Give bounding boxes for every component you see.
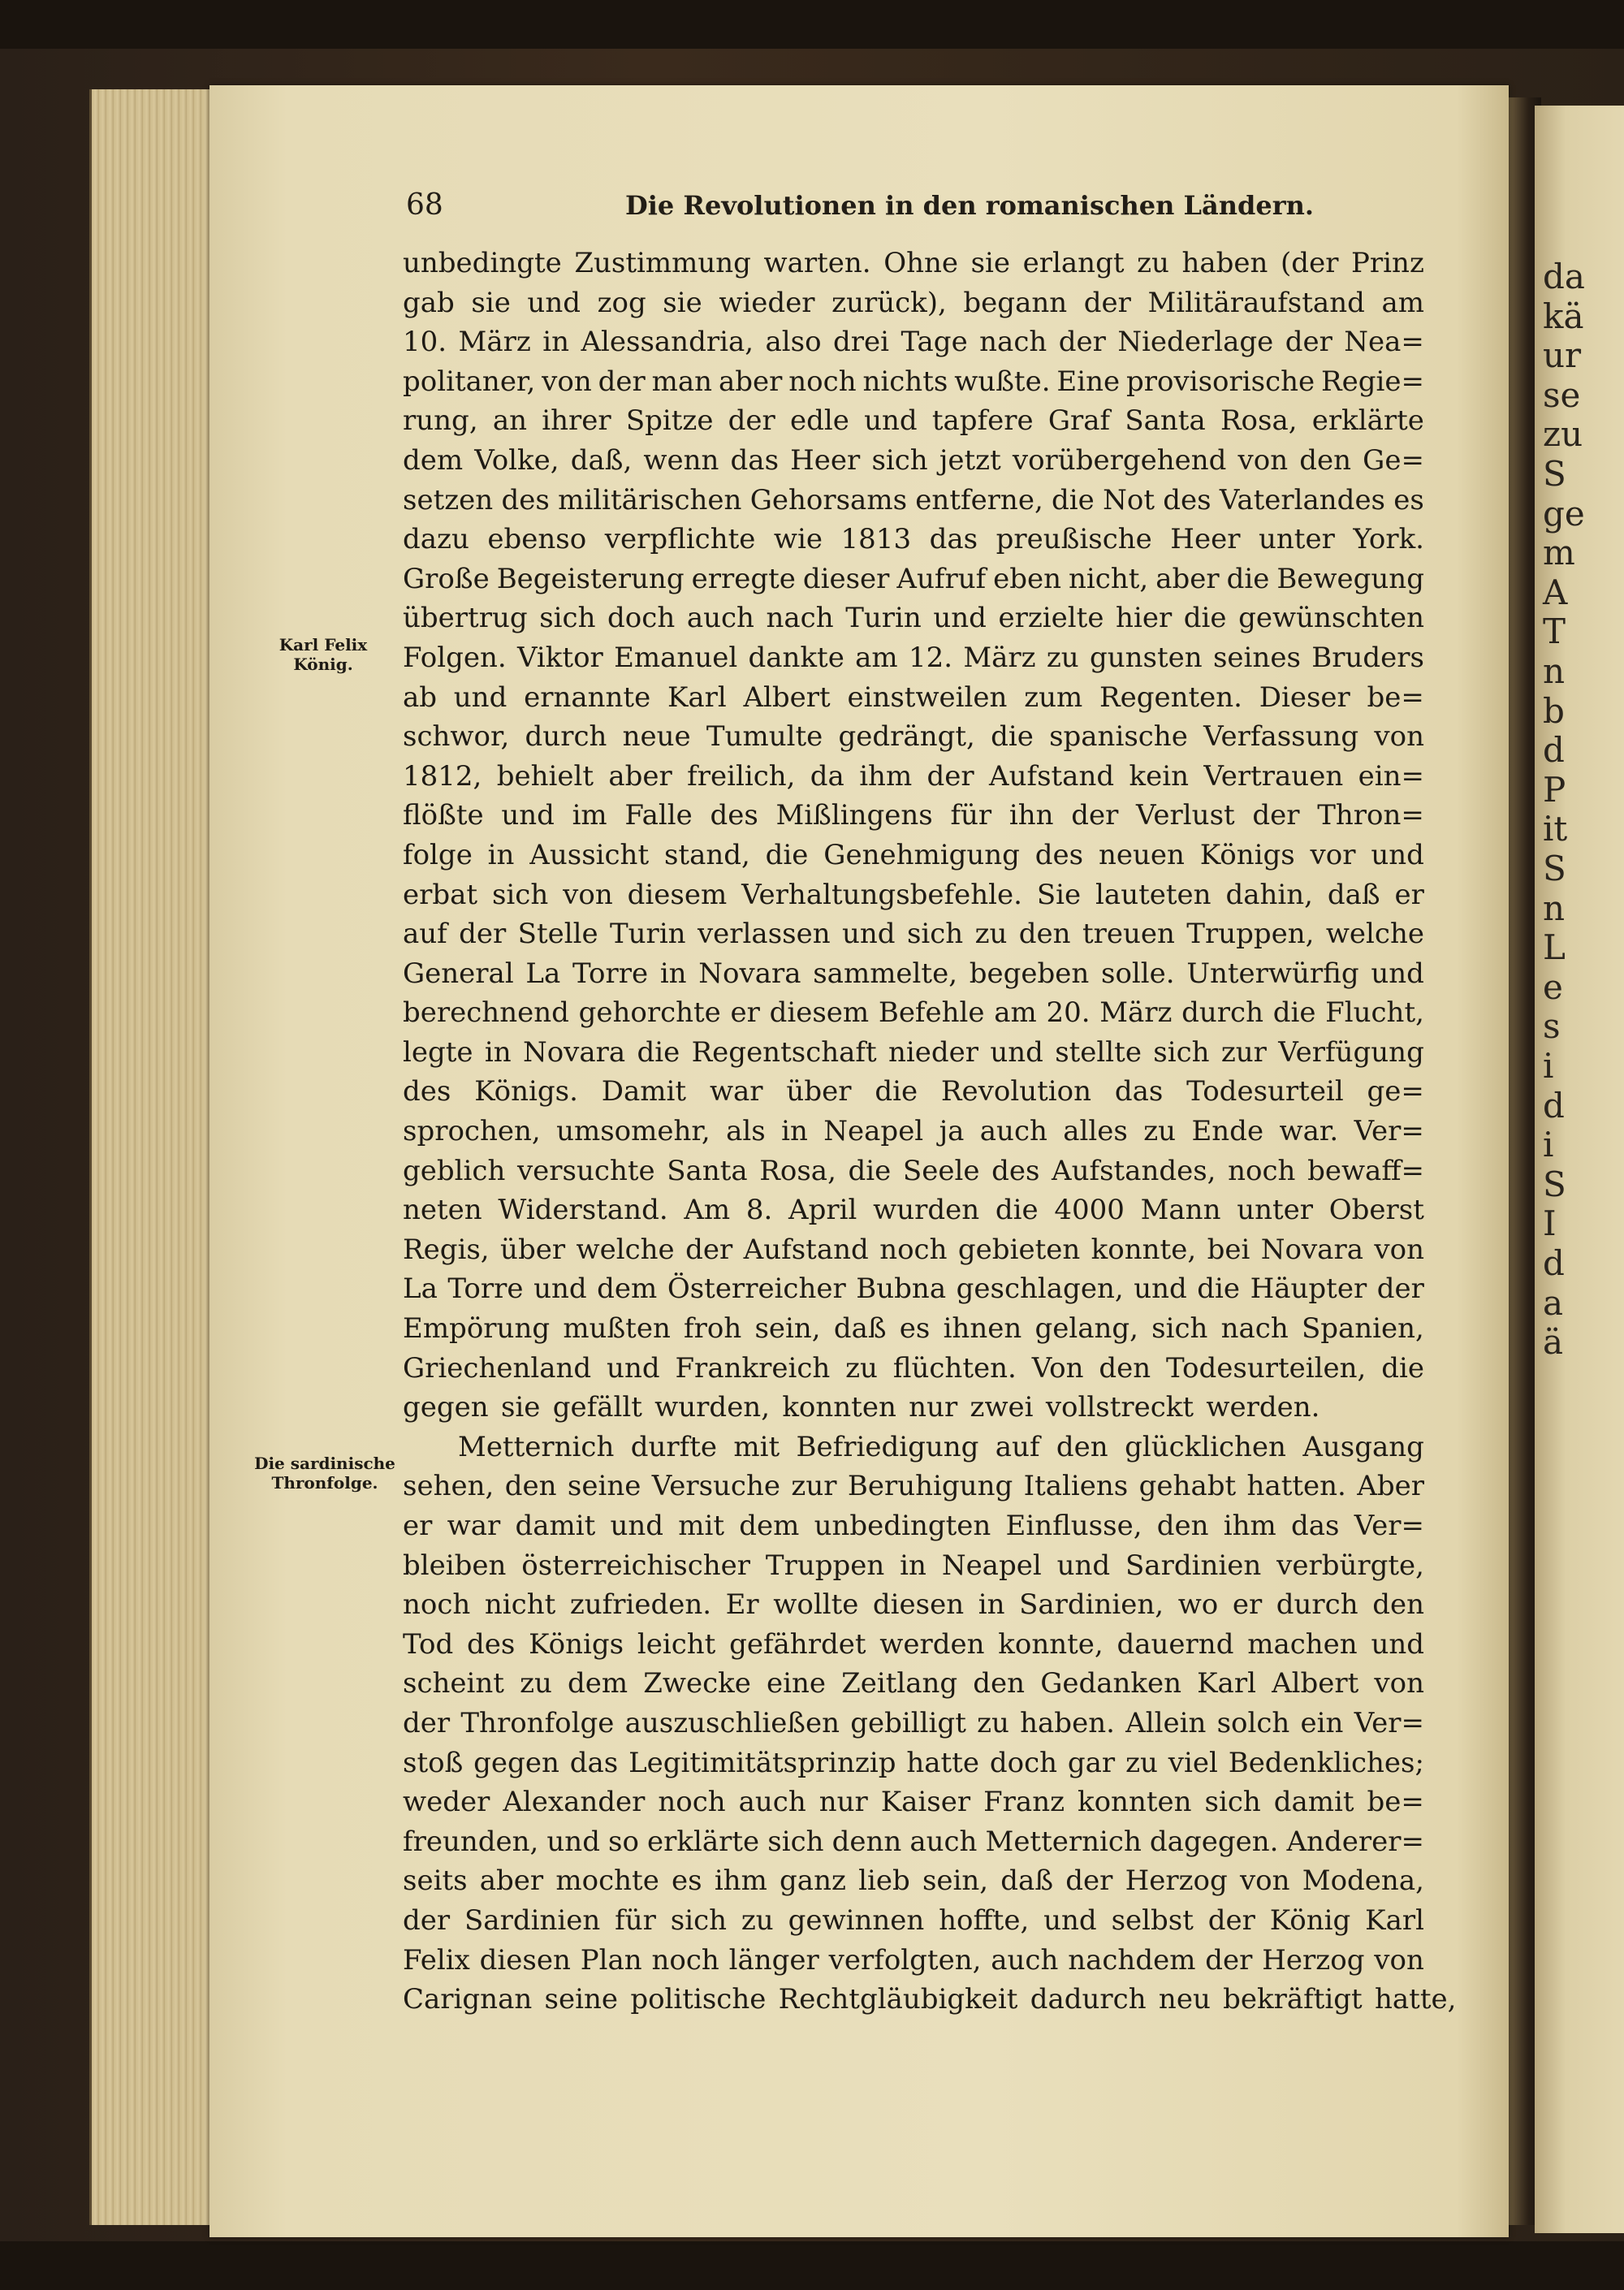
text-line: der Thronfolge auszuschließen gebilligt zu haben. Allein solch ein Ver= (403, 1706, 1424, 1739)
text-line: Folgen. Viktor Emanuel dankte am 12. März zu gunsten seines Bruders (403, 641, 1424, 674)
text-line: Felix diesen Plan noch länger verfolgten, auch nachdem der Herzog von (403, 1943, 1424, 1977)
adjacent-page-fragment: T (1543, 611, 1566, 652)
text-line: neten Widerstand. Am 8. April wurden die 4000 Mann unter Oberst (403, 1194, 1424, 1227)
running-title: Die Revolutionen in den romanischen Ländern. (625, 190, 1314, 221)
text-line: General La Torre in Novara sammelte, begeben solle. Unterwürfig und (403, 957, 1424, 990)
text-line: setzen des militärischen Gehorsams entferne, die Not des Vaterlandes es (403, 483, 1424, 516)
text-line: Empörung mußten froh sein, daß es ihnen gelang, sich nach Spanien, (403, 1312, 1424, 1346)
adjacent-page-fragment: kä (1543, 296, 1584, 336)
text-line: sprochen, umsomehr, als in Neapel ja auch alles zu Ende war. Ver= (403, 1115, 1424, 1148)
text-line: Tod des Königs leicht gefährdet werden konnte, dauernd machen und (403, 1627, 1424, 1661)
adjacent-page-fragment: ä (1543, 1322, 1564, 1363)
text-line: bleiben österreichischer Truppen in Neapel und Sardinien verbürgte, (403, 1549, 1424, 1582)
adjacent-page-fragment: d (1543, 1085, 1565, 1126)
adjacent-page-fragment: S (1543, 849, 1566, 888)
adjacent-page-fragment: ge (1543, 493, 1585, 534)
text-line: stoß gegen das Legitimitätsprinzip hatte doch gar zu viel Bedenkliches; (403, 1746, 1424, 1779)
margin-note-line: Karl Felix (279, 635, 368, 655)
text-line: Carignan seine politische Rechtgläubigkeit dadurch neu bekräftigt hatte, (403, 1983, 1457, 2016)
adjacent-page-fragment: S (1543, 454, 1566, 494)
page-number: 68 (406, 188, 443, 222)
adjacent-page-fragment: da (1543, 257, 1585, 296)
adjacent-page-fragment: i (1543, 1125, 1554, 1165)
text-line: auf der Stelle Turin verlassen und sich zu den treuen Truppen, welche (403, 918, 1424, 951)
adjacent-page-fragment: S (1543, 1164, 1566, 1204)
text-line: schwor, durch neue Tumulte gedrängt, die spanische Verfassung von (403, 720, 1424, 754)
text-line: La Torre und dem Österreicher Bubna geschlagen, und die Häupter der (403, 1272, 1424, 1306)
text-line: seits aber mochte es ihm ganz lieb sein, daß der Herzog von Modena, (403, 1864, 1424, 1898)
text-line: berechnend gehorchte er diesem Befehle am 20. März durch die Flucht, (403, 996, 1424, 1030)
adjacent-page-fragment: n (1543, 888, 1566, 928)
text-line: gab sie und zog sie wieder zurück), begann der Militäraufstand am (403, 286, 1424, 319)
adjacent-page-fragment: I (1543, 1203, 1557, 1244)
margin-note-line: König. (293, 655, 353, 674)
text-line: 1812, behielt aber freilich, da ihm der Aufstand kein Vertrauen ein= (403, 759, 1424, 793)
text-line: dem Volke, daß, wenn das Heer sich jetzt vorübergehend von den Ge= (403, 443, 1424, 477)
text-line: freunden, und so erklärte sich denn auch Metternich dagegen. Anderer= (403, 1825, 1424, 1858)
text-line: Griechenland und Frankreich zu flüchten. Von den Todesurteilen, die (403, 1351, 1424, 1385)
margin-note-karl-felix (266, 635, 380, 674)
adjacent-page-fragment: s (1543, 1006, 1561, 1047)
left-page-edges (89, 89, 218, 2225)
adjacent-page-fragment: ur (1543, 335, 1582, 376)
text-line: noch nicht zufrieden. Er wollte diesen in Sardinien, wo er durch den (403, 1588, 1424, 1622)
adjacent-page-fragment: P (1543, 769, 1566, 810)
adjacent-page-fragment: a (1543, 1282, 1564, 1323)
text-line: politaner, von der man aber noch nichts wußte. Eine provisorische Regie= (403, 365, 1424, 398)
text-line: folge in Aussicht stand, die Genehmigung des neuen Königs vor und (403, 838, 1424, 871)
adjacent-page-fragment: A (1543, 572, 1568, 612)
text-line: unbedingte Zustimmung warten. Ohne sie erlangt zu haben (der Prinz (403, 247, 1424, 279)
adjacent-page-fragment: it (1543, 809, 1568, 849)
adjacent-page-fragment: b (1543, 690, 1565, 731)
adjacent-page-fragment: e (1543, 966, 1563, 1007)
text-line: geblich versuchte Santa Rosa, die Seele des Aufstandes, noch bewaff= (403, 1154, 1424, 1187)
text-line: weder Alexander noch auch nur Kaiser Franz konnten sich damit be= (403, 1786, 1424, 1819)
adjacent-page-fragment: m (1543, 533, 1575, 573)
text-line: übertrug sich doch auch nach Turin und erzielte hier die gewünschten (403, 602, 1424, 635)
adjacent-page (1535, 106, 1624, 2233)
text-line: rung, an ihrer Spitze der edle und tapfere Graf Santa Rosa, erklärte (403, 404, 1424, 438)
text-line: sehen, den seine Versuche zur Beruhigung Italiens gehabt hatten. Aber (403, 1470, 1424, 1503)
margin-note-line: Thronfolge. (271, 1473, 378, 1493)
text-line: ab und ernannte Karl Albert einstweilen zum Regenten. Dieser be= (403, 681, 1424, 714)
text-line: Metternich durfte mit Befriedigung auf den glücklichen Ausgang (458, 1430, 1424, 1463)
text-line: flößte und im Falle des Mißlingens für ihn der Verlust der Thron= (403, 799, 1424, 832)
adjacent-page-fragment: n (1543, 651, 1566, 691)
adjacent-page-fragment: se (1543, 374, 1581, 415)
text-line: Große Begeisterung erregte dieser Aufruf eben nicht, aber die Bewegung (403, 562, 1424, 595)
adjacent-page-fragment: d (1543, 730, 1565, 771)
adjacent-page-fragment: d (1543, 1243, 1565, 1283)
adjacent-page-fragment: L (1543, 927, 1566, 968)
text-line: legte in Novara die Regentschaft nieder und stellte sich zur Verfügung (403, 1035, 1424, 1069)
adjacent-page-fragment: zu (1543, 414, 1583, 455)
text-line: des Königs. Damit war über die Revolution das Todesurteil ge= (403, 1075, 1424, 1108)
text-line: 10. März in Alessandria, also drei Tage nach der Niederlage der Nea= (403, 326, 1424, 359)
text-line: erbat sich von diesem Verhaltungsbefehle. Sie lauteten dahin, daß er (403, 878, 1424, 911)
margin-note-line: Die sardinische (254, 1454, 395, 1473)
text-line: dazu ebenso verpflichte wie 1813 das preußische Heer unter York. (403, 523, 1424, 556)
text-line: gegen sie gefällt wurden, konnten nur zwei vollstreckt werden. (403, 1391, 1320, 1424)
adjacent-page-fragment: i (1543, 1046, 1554, 1086)
text-line: er war damit und mit dem unbedingten Einflusse, den ihm das Ver= (403, 1510, 1424, 1542)
text-line: Regis, über welche der Aufstand noch gebieten konnte, bei Novara von (403, 1233, 1424, 1266)
body-text (403, 244, 1457, 2020)
text-line: scheint zu dem Zwecke eine Zeitlang den Gedanken Karl Albert von (403, 1667, 1424, 1700)
margin-note-sardinische-thronfolge (252, 1454, 398, 1493)
text-line: der Sardinien für sich zu gewinnen hoffte, und selbst der König Karl (403, 1903, 1424, 1937)
